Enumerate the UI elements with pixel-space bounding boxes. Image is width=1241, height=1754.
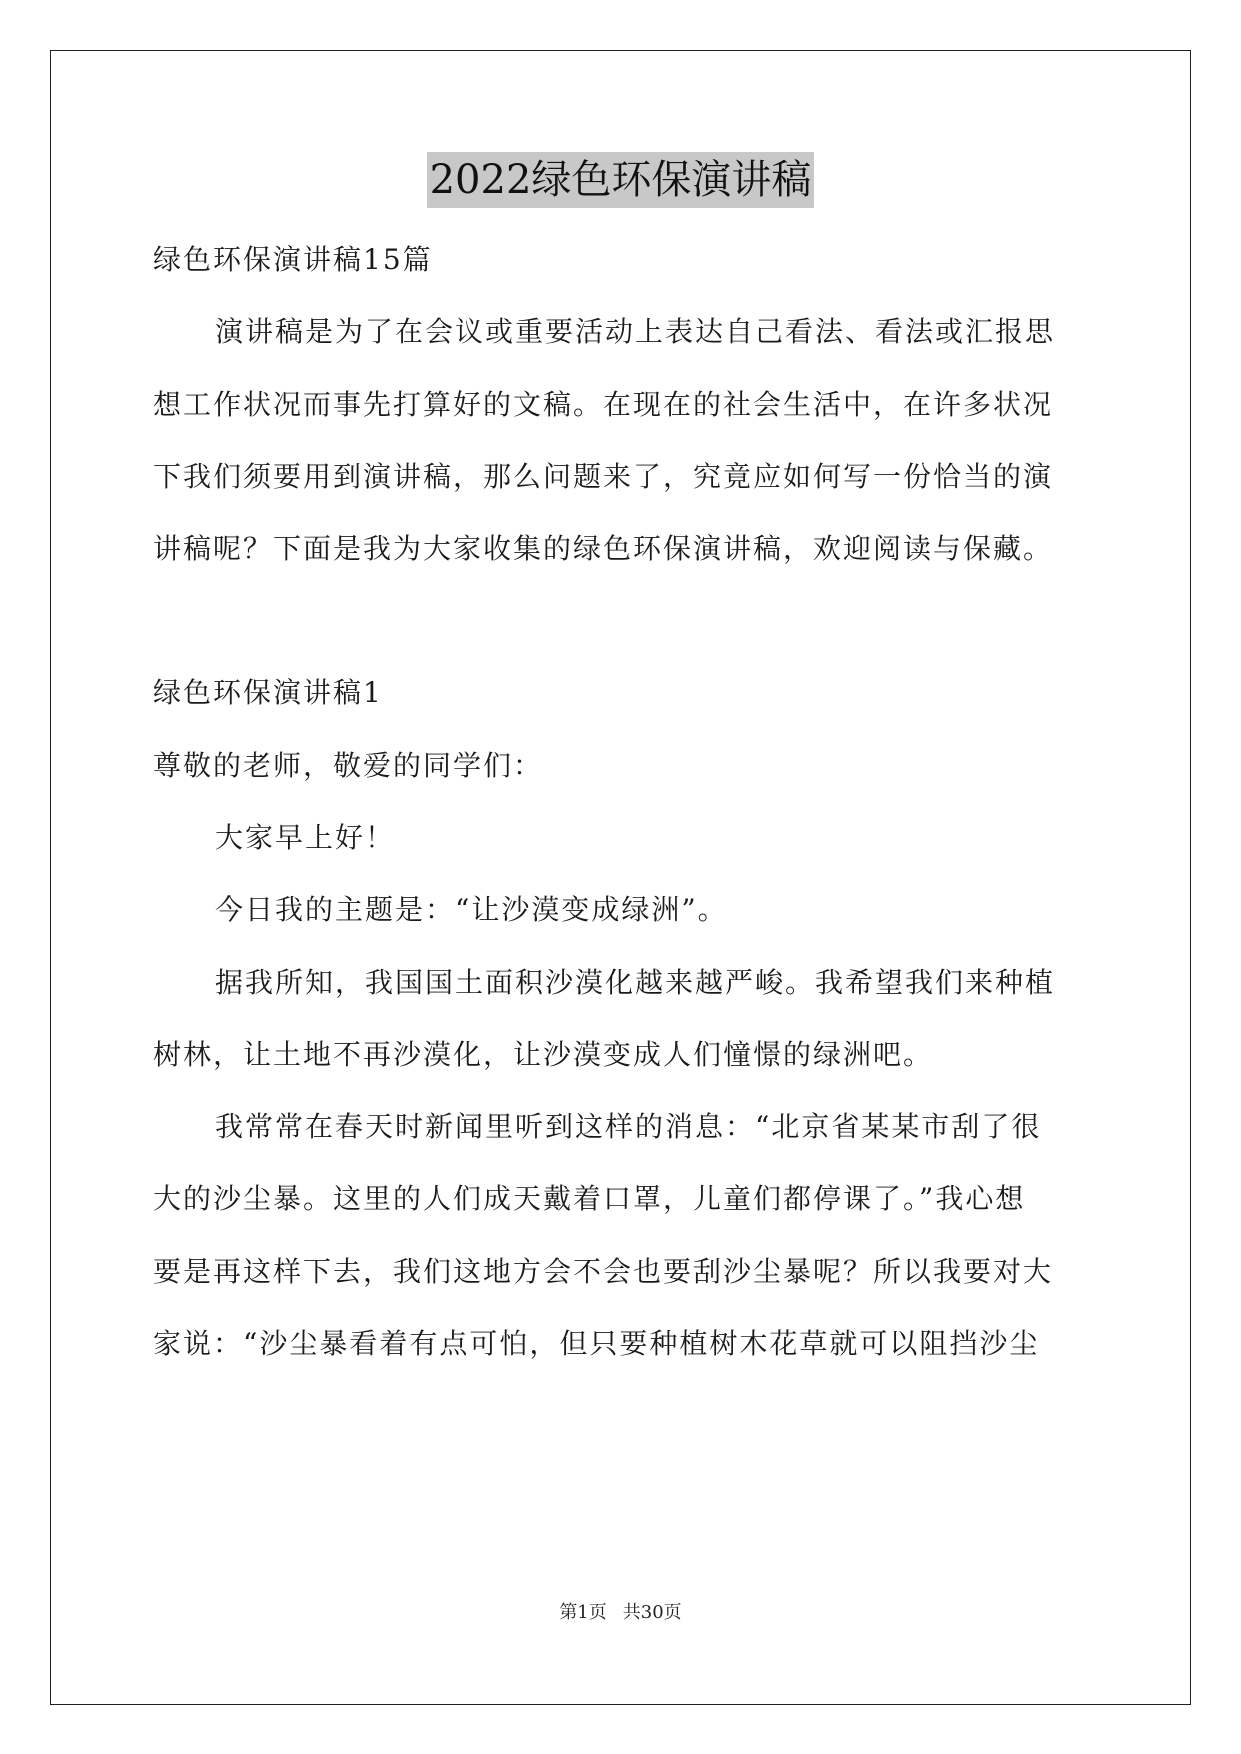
paragraph-line: 大的沙尘暴。这里的人们成天戴着口罩，儿童们都停课了。”我心想	[153, 1182, 1026, 1215]
paragraph-line: 下我们须要用到演讲稿，那么问题来了，究竟应如何写一份恰当的演	[153, 460, 1054, 493]
salutation: 尊敬的老师，敬爱的同学们：	[153, 749, 544, 782]
greeting: 大家早上好！	[215, 821, 396, 854]
document-title: 2022绿色环保演讲稿	[427, 152, 815, 208]
paragraph-line: 树林，让土地不再沙漠化，让沙漠变成人们憧憬的绿洲吧。	[153, 1038, 934, 1071]
page-border	[50, 50, 1191, 1705]
subtitle: 绿色环保演讲稿15篇	[153, 243, 433, 276]
paragraph-line: 讲稿呢？下面是我为大家收集的绿色环保演讲稿，欢迎阅读与保藏。	[153, 532, 1054, 565]
title-wrap	[0, 152, 1241, 208]
paragraph-line: 演讲稿是为了在会议或重要活动上表达自己看法、看法或汇报思	[215, 315, 1056, 348]
paragraph-line: 家说：“沙尘暴看着有点可怕，但只要种植树木花草就可以阻挡沙尘	[153, 1327, 1040, 1360]
paragraph-line: 今日我的主题是：“让沙漠变成绿洲”。	[215, 893, 728, 926]
paragraph-line: 想工作状况而事先打算好的文稿。在现在的社会生活中，在许多状况	[153, 388, 1054, 421]
paragraph-line: 要是再这样下去，我们这地方会不会也要刮沙尘暴呢？所以我要对大	[153, 1255, 1054, 1288]
page-number: 第1页	[559, 1602, 607, 1623]
page-footer	[0, 1598, 1241, 1624]
section-heading: 绿色环保演讲稿1	[153, 676, 383, 709]
paragraph-line: 我常常在春天时新闻里听到这样的消息：“北京省某某市刮了很	[215, 1110, 1042, 1143]
page-total: 共30页	[622, 1602, 682, 1623]
paragraph-line: 据我所知，我国国土面积沙漠化越来越严峻。我希望我们来种植	[215, 966, 1056, 999]
